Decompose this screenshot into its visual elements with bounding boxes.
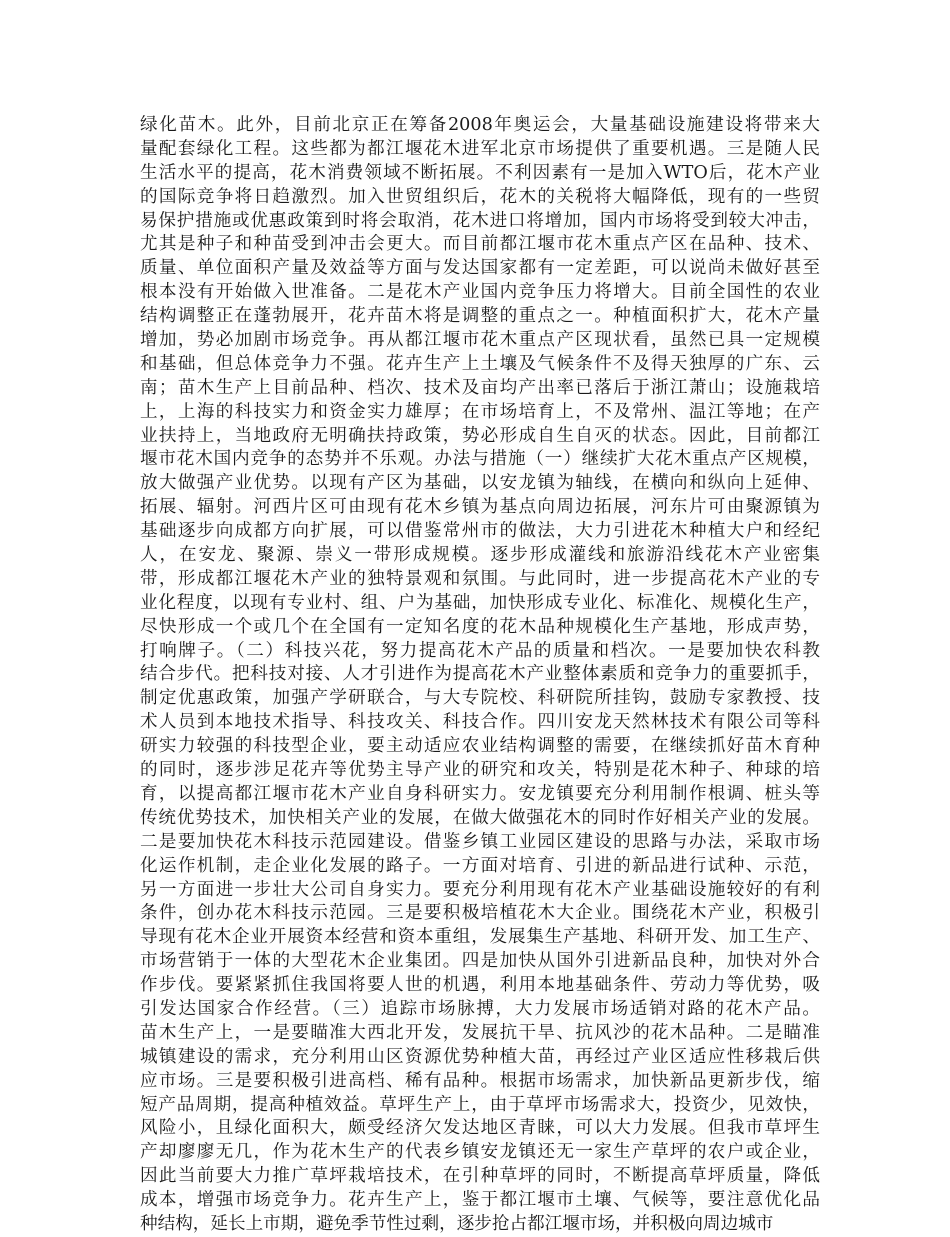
text-line: 另一方面进一步壮大公司自身实力。要充分利用现有花木产业基础设施较好的有利 — [140, 879, 820, 900]
text-line: 种结构，延长上市期，避免季节性过剩，逐步抢占都江堰市场，并积极向周边城市 — [140, 1213, 774, 1234]
text-line: 放大做强产业优势。以现有产区为基础，以安龙镇为轴线，在横向和纵向上延伸、 — [140, 473, 820, 494]
text-line: 产却廖廖无几，作为花木生产的代表乡镇安龙镇还无一家生产草坪的农户或企业， — [140, 1142, 820, 1163]
text-line: 研实力较强的科技型企业，要主动适应农业结构调整的需要，在继续抓好苗木育种 — [140, 736, 820, 757]
text-line: 上，上海的科技实力和资金实力雄厚；在市场培育上，不及常州、温江等地；在产 — [140, 401, 820, 422]
text-line: 根本没有开始做入世准备。二是花木产业国内竞争压力将增大。目前全国性的农业 — [140, 282, 820, 303]
text-line: 质量、单位面积产量及效益等方面与发达国家都有一定差距，可以说尚未做好甚至 — [140, 258, 820, 279]
text-line: 基础逐步向成都方向扩展，可以借鉴常州市的做法，大力引进花木种植大户和经纪 — [140, 521, 820, 542]
text-line: 引发达国家合作经营。（三）追踪市场脉搏，大力发展市场适销对路的花木产品。 — [140, 998, 820, 1019]
text-line: 作步伐。要紧紧抓住我国将要人世的机遇，利用本地基础条件、劳动力等优势，吸 — [140, 975, 820, 996]
text-line: 制定优惠政策，加强产学研联合，与大专院校、科研院所挂钩，鼓励专家教授、技 — [140, 688, 820, 709]
text-line: 化运作机制，走企业化发展的路子。一方面对培育、引进的新品进行试种、示范， — [140, 855, 820, 876]
text-line: 生活水平的提高，花木消费领域不断拓展。不利因素有一是加入WTO后，花木产业 — [140, 162, 820, 183]
text-line: 导现有花木企业开展资本经营和资本重组，发展集生产基地、科研开发、加工生产、 — [140, 927, 820, 948]
body-text — [140, 114, 820, 1237]
text-line: 尤其是种子和种苗受到冲击会更大。而目前都江堰市花木重点产区在品种、技术、 — [140, 234, 820, 255]
text-line: 业扶持上，当地政府无明确扶持政策，势必形成自生自灭的状态。因此，目前都江 — [140, 425, 820, 446]
text-line: 的同时，逐步涉足花卉等优势主导产业的研究和攻关，特别是花木种子、种球的培 — [140, 760, 820, 781]
text-line: 苗木生产上，一是要瞄准大西北开发，发展抗干旱、抗风沙的花木品种。二是瞄准 — [140, 1022, 820, 1043]
text-line: 带，形成都江堰花木产业的独特景观和氛围。与此同时，进一步提高花木产业的专 — [140, 568, 820, 589]
text-line: 条件，创办花木科技示范园。三是要积极培植花木大企业。围绕花木产业，积极引 — [140, 903, 820, 924]
text-line: 打响牌子。（二）科技兴花，努力提高花木产品的质量和档次。一是要加快农科教 — [140, 640, 820, 661]
text-line: 人，在安龙、聚源、崇义一带形成规模。逐步形成灌线和旅游沿线花木产业密集 — [140, 545, 820, 566]
text-line: 结合步代。把科技对接、人才引进作为提高花木产业整体素质和竞争力的重要抓手， — [140, 664, 820, 685]
text-line: 因此当前要大力推广草坪栽培技术，在引种草坪的同时，不断提高草坪质量，降低 — [140, 1166, 820, 1187]
text-line: 育，以提高都江堰市花木产业自身科研实力。安龙镇要充分利用制作根调、桩头等 — [140, 783, 820, 804]
text-line: 二是要加快花木科技示范园建设。借鉴乡镇工业园区建设的思路与办法，采取市场 — [140, 831, 820, 852]
text-line: 业化程度，以现有专业村、组、户为基础，加快形成专业化、标准化、规模化生产， — [140, 592, 820, 613]
text-line: 传统优势技术，加快相关产业的发展，在做大做强花木的同时作好相关产业的发展。 — [140, 807, 820, 828]
text-line: 易保护措施或优惠政策到时将会取消，花木进口将增加，国内市场将受到较大冲击， — [140, 210, 820, 231]
text-line: 成本，增强市场竞争力。花卉生产上，鉴于都江堰市土壤、气候等，要注意优化品 — [140, 1190, 820, 1211]
text-line: 增加，势必加剧市场竞争。再从都江堰市花木重点产区现状看，虽然已具一定规模 — [140, 330, 820, 351]
text-line: 的国际竞争将日趋激烈。加入世贸组织后，花木的关税将大幅降低，现有的一些贸 — [140, 186, 820, 207]
text-line: 拓展、辐射。河西片区可由现有花木乡镇为基点向周边拓展，河东片可由聚源镇为 — [140, 497, 820, 518]
text-line: 结构调整正在蓬勃展开，花卉苗木将是调整的重点之一。种植面积扩大，花木产量 — [140, 306, 820, 327]
text-line: 短产品周期，提高种植效益。草坪生产上，由于草坪市场需求大，投资少，见效快， — [140, 1094, 820, 1115]
text-line: 城镇建设的需求，充分利用山区资源优势种植大苗，再经过产业区适应性移栽后供 — [140, 1046, 820, 1067]
text-line: 应市场。三是要积极引进高档、稀有品种。根据市场需求，加快新品更新步伐，缩 — [140, 1070, 820, 1091]
text-line: 术人员到本地技术指导、科技攻关、科技合作。四川安龙天然林技术有限公司等科 — [140, 712, 820, 733]
text-line: 风险小，且绿化面积大，颇受经济欠发达地区青睐，可以大力发展。但我市草坪生 — [140, 1118, 820, 1139]
text-line: 尽快形成一个或几个在全国有一定知名度的花木品种规模化生产基地，形成声势， — [140, 616, 820, 637]
text-line: 绿化苗木。此外，目前北京正在筹备2008年奥运会，大量基础设施建设将带来大 — [140, 115, 820, 135]
text-line: 堰市花木国内竞争的态势并不乐观。办法与措施（一）继续扩大花木重点产区规模， — [140, 449, 820, 470]
text-line: 市场营销于一体的大型花木企业集团。四是加快从国外引进新品良种，加快对外合 — [140, 951, 820, 972]
text-line: 量配套绿化工程。这些都为都江堰花木进军北京市场提供了重要机遇。三是随人民 — [140, 138, 820, 159]
text-line: 南；苗木生产上目前品种、档次、技术及亩均产出率已落后于浙江萧山；设施栽培 — [140, 377, 820, 398]
text-line: 和基础，但总体竞争力不强。花卉生产上土壤及气候条件不及得天独厚的广东、云 — [140, 353, 820, 374]
